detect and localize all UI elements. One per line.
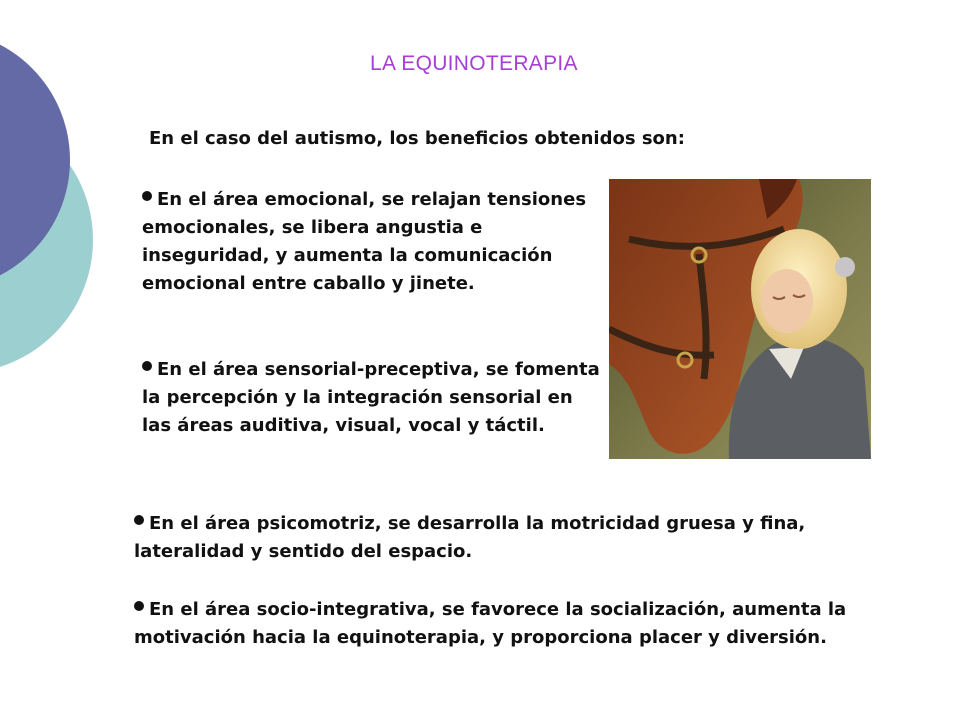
horse-and-girl-photo [609, 179, 871, 459]
girl-face [761, 269, 813, 333]
bullet-text: En el área sensorial-preceptiva, se fomenta la percepción y la integración sensorial en las áreas auditiva, visual, vocal y táctil. [142, 359, 600, 436]
slide-title: LA EQUINOTERAPIA [370, 52, 578, 75]
hair-bow [835, 257, 855, 277]
bullet-dot-icon [134, 515, 144, 525]
bullet-text: En el área socio-integrativa, se favorece la socialización, aumenta la motivación hacia la equinoterapia, y proporciona placer y diversión. [134, 599, 847, 648]
bullet-psychomotor [134, 510, 854, 566]
bullet-emotional [142, 186, 602, 298]
intro-text: En el caso del autismo, los beneficios obtenidos son: [149, 128, 685, 149]
bullet-social [134, 596, 862, 652]
bullet-text: En el área emocional, se relajan tensiones emocionales, se libera angustia e inseguridad, y aumenta la comunicación emocional entre caballo y jinete. [142, 189, 587, 294]
bullet-dot-icon [142, 191, 152, 201]
bullet-dot-icon [134, 601, 144, 611]
bullet-text: En el área psicomotriz, se desarrolla la motricidad gruesa y fina, lateralidad y sentido del espacio. [134, 513, 806, 562]
bullet-sensorial [142, 356, 604, 440]
bullet-dot-icon [142, 361, 152, 371]
